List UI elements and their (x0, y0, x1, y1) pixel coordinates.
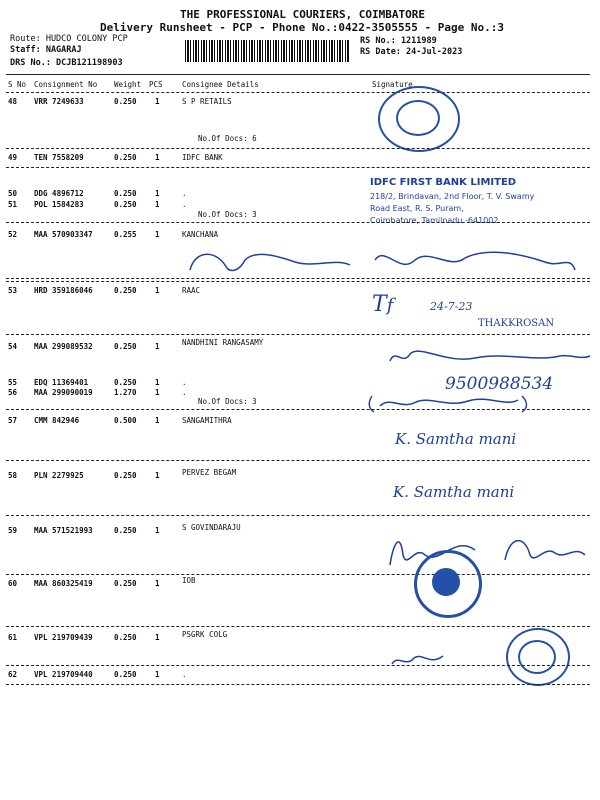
idfc-stamp-line2: Road East, R. S. Puram, (370, 204, 464, 213)
row-58-consignee: PERVEZ BEGAM (182, 468, 237, 477)
col-sno: S No (8, 80, 27, 89)
row-49-weight: 0.250 (114, 153, 137, 162)
row-61-weight: 0.250 (114, 633, 137, 642)
row-53-consignee: RAAC (182, 286, 201, 295)
row-51-docs: No.Of Docs: 3 (198, 210, 257, 219)
row-53-weight: 0.250 (114, 286, 137, 295)
row-58-signature: K. Samtha mani (393, 483, 515, 501)
row-48-weight: 0.250 (114, 97, 137, 106)
company-title: THE PROFESSIONAL COURIERS, COIMBATORE (180, 8, 426, 21)
row-51-weight: 0.250 (114, 200, 137, 209)
row-57-consignment: CMM 842946 (34, 416, 80, 425)
row-56-consignee: . (182, 388, 187, 397)
rs-number: RS No.: 1211989 (360, 36, 437, 46)
row-58-consignment: PLN 2279925 (34, 471, 84, 480)
row-59-consignee: S GOVINDARAJU (182, 523, 241, 532)
row-48-consignee: S P RETAILS (182, 97, 232, 106)
row-49-sno: 49 (8, 153, 18, 162)
row-55-weight: 0.250 (114, 378, 137, 387)
row-54-pcs: 1 (155, 342, 160, 351)
row-56-consignment: MAA 299090019 (34, 388, 93, 397)
row-51-consignment: POL 1584283 (34, 200, 84, 209)
row-55-sno: 55 (8, 378, 18, 387)
row-59-pcs: 1 (155, 526, 160, 535)
row-48-docs: No.Of Docs: 6 (198, 134, 257, 143)
col-pcs: PCS (149, 80, 163, 89)
row-50-pcs: 1 (155, 189, 160, 198)
row-61-consignee: PSGRK COLG (182, 630, 228, 639)
row-60-pcs: 1 (155, 579, 160, 588)
row-56-pcs: 1 (155, 388, 160, 397)
college-stamp-inner (518, 640, 556, 674)
row-57-signature: K. Samtha mani (395, 430, 517, 448)
row-54-signature (385, 346, 595, 368)
header-rule (6, 74, 590, 75)
row-50-weight: 0.250 (114, 189, 137, 198)
row-57-pcs: 1 (155, 416, 160, 425)
row-56-weight: 1.270 (114, 388, 137, 397)
idfc-stamp-line3: Coimbatore, Tamilnadu -641002. (370, 216, 501, 225)
row-53-pcs: 1 (155, 286, 160, 295)
row-56-signature (368, 392, 528, 414)
row-57-weight: 0.500 (114, 416, 137, 425)
row-55-pcs: 1 (155, 378, 160, 387)
staff-label: Staff: NAGARAJ (10, 45, 82, 55)
idfc-stamp-title: IDFC FIRST BANK LIMITED (370, 177, 517, 188)
row-48-pcs: 1 (155, 97, 160, 106)
row-52-pcs: 1 (155, 230, 160, 239)
row-60-sno: 60 (8, 579, 18, 588)
route-label: Route: HUDCO COLONY PCP (10, 34, 128, 44)
retail-stamp-inner (396, 100, 440, 136)
rs-date: RS Date: 24-Jul-2023 (360, 47, 463, 57)
row-54-weight: 0.250 (114, 342, 137, 351)
row-48-sno: 48 (8, 97, 18, 106)
row-58-weight: 0.250 (114, 471, 137, 480)
barcode (185, 40, 350, 62)
row-52-weight: 0.255 (114, 230, 137, 239)
row-61-pcs: 1 (155, 633, 160, 642)
row-56-sno: 56 (8, 388, 18, 397)
row-59-sno: 59 (8, 526, 18, 535)
row-54-consignment: MAA 299089532 (34, 342, 93, 351)
row-60-consignee: IOB (182, 576, 196, 585)
row-52-consignment: MAA 570903347 (34, 230, 93, 239)
row-53-sno: 53 (8, 286, 18, 295)
row-62-consignment: VPL 219709440 (34, 670, 93, 679)
row-62-sno: 62 (8, 670, 18, 679)
row-53-date-handwriting: 24-7-23 (430, 300, 473, 313)
runsheet-subtitle: Delivery Runsheet - PCP - Phone No.:0422-3505555 - Page No.:3 (100, 21, 504, 34)
row-62-consignee: . (182, 670, 187, 679)
row-48-consignment: VRR 7249633 (34, 97, 84, 106)
row-51-consignee: . (182, 200, 187, 209)
row-50-consignment: DDG 4896712 (34, 189, 84, 198)
row-61-signature (388, 650, 448, 670)
row-52-sno: 52 (8, 230, 18, 239)
row-59-consignment: MAA 571521993 (34, 526, 93, 535)
row-53-name-handwriting: THAKKROSAN (478, 318, 555, 329)
row-60-consignment: MAA 860325419 (34, 579, 93, 588)
row-60-weight: 0.250 (114, 579, 137, 588)
row-55-consignee: . (182, 378, 187, 387)
col-weight: Weight (114, 80, 142, 89)
row-50-consignee: . (182, 189, 187, 198)
row-53-consignment: HRD 359186046 (34, 286, 93, 295)
drs-label: DRS No.: DCJB121198903 (10, 58, 123, 68)
row-61-consignment: VPL 219709439 (34, 633, 93, 642)
row-49-consignee: IDFC BANK (182, 153, 223, 162)
row-55-consignment: EDQ 11369401 (34, 378, 89, 387)
idfc-stamp-line1: 218/2, Brindavan, 2nd Floor, T. V. Swamy (370, 192, 535, 201)
row-56-phone-handwriting: 9500988534 (445, 374, 554, 394)
row-54-consignee: NANDHINI RANGASAMY (182, 338, 264, 347)
row-58-pcs: 1 (155, 471, 160, 480)
row-51-sno: 51 (8, 200, 18, 209)
row-58-sno: 58 (8, 471, 18, 480)
row-54-sno: 54 (8, 342, 18, 351)
row-59-weight: 0.250 (114, 526, 137, 535)
row-50-sno: 50 (8, 189, 18, 198)
col-signature: Signature (372, 80, 413, 89)
row-57-sno: 57 (8, 416, 18, 425)
row-49-consignment: TEN 7558209 (34, 153, 84, 162)
col-consignment: Consignment No (34, 80, 98, 89)
row-62-pcs: 1 (155, 670, 160, 679)
row-56-docs: No.Of Docs: 3 (198, 397, 257, 406)
row-51-pcs: 1 (155, 200, 160, 209)
row-53-initials: Tf (372, 292, 394, 317)
row-49-pcs: 1 (155, 153, 160, 162)
row-52-consignee: KANCHANA (182, 230, 219, 239)
row-59-signature (385, 525, 595, 575)
row-61-sno: 61 (8, 633, 18, 642)
iob-stamp-logo (432, 568, 460, 596)
row-57-consignee: SANGAMITHRA (182, 416, 232, 425)
col-consignee: Consignee Details (182, 80, 259, 89)
row-62-weight: 0.250 (114, 670, 137, 679)
